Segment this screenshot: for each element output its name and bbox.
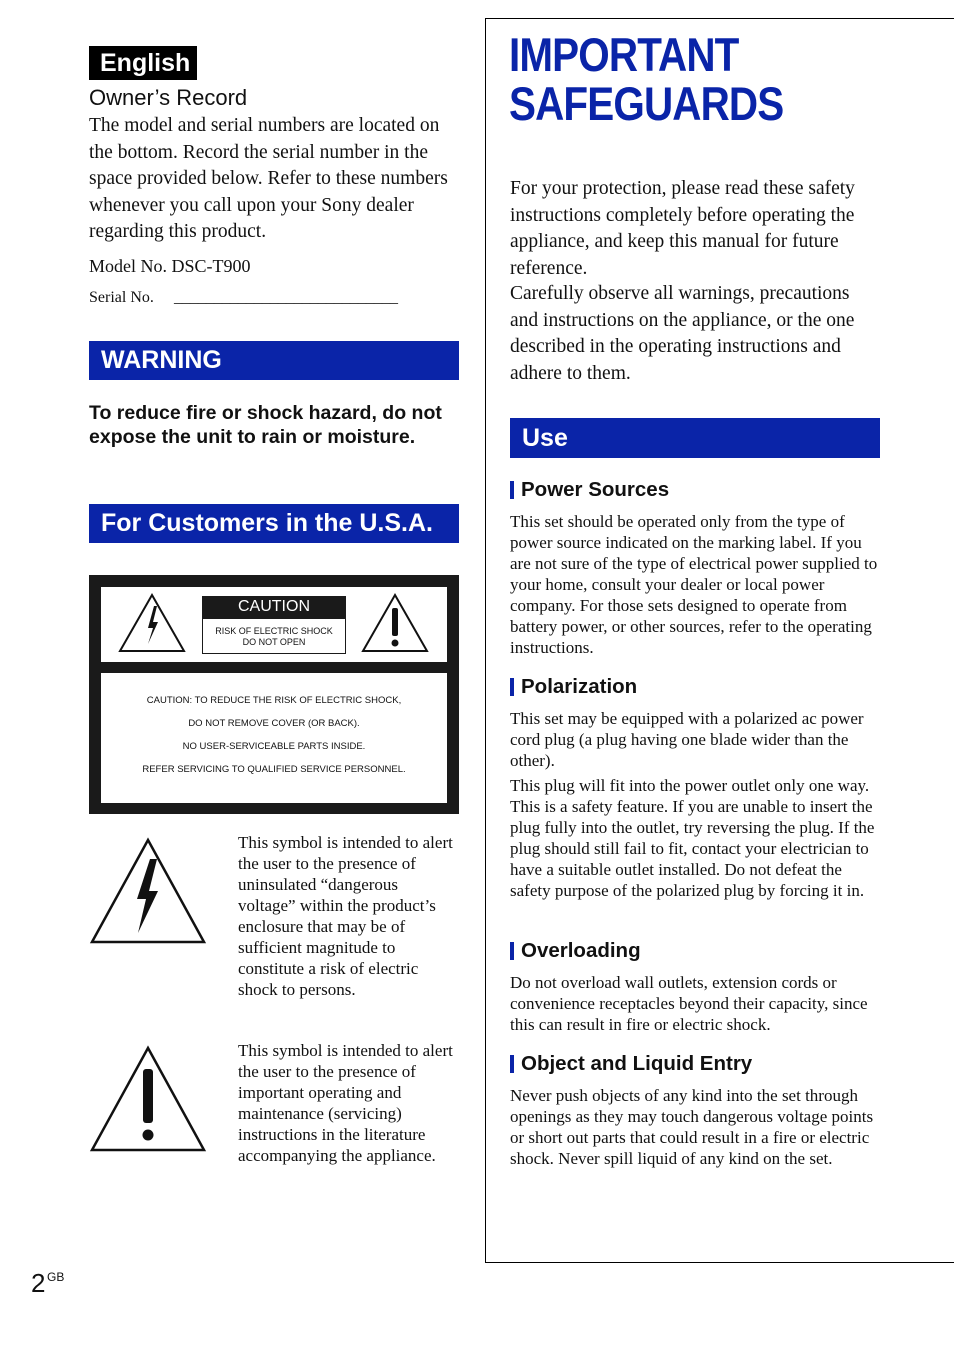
warning-text: To reduce fire or shock hazard, do not expose the unit to rain or moisture. xyxy=(89,402,442,448)
title-line-2: SAFEGUARDS xyxy=(509,77,784,130)
caution-heading: CAUTION xyxy=(202,596,346,618)
safeguards-title xyxy=(509,30,783,128)
owners-record-body: The model and serial numbers are located on the bottom. Record the serial number in the space provided below. Refer to these numbers whenever you call upon your Sony dealer regarding this product. xyxy=(89,115,448,242)
use-title: Use xyxy=(522,423,568,452)
usa-title: For Customers in the U.S.A. xyxy=(101,509,433,537)
section-title: Power Sources xyxy=(521,478,670,501)
intro-paragraph-1: For your protection, please read these safety instructions completely before operating the appliance, and keep this manual for future reference. xyxy=(510,178,855,279)
title-line-1: IMPORTANT xyxy=(509,28,739,81)
section-marker xyxy=(510,1055,514,1073)
page-number: 2 xyxy=(31,1268,46,1298)
caution-sub-line1: RISK OF ELECTRIC SHOCK xyxy=(215,626,333,636)
object-liquid-text: Never push objects of any kind into the set through openings as they may touch dangerous voltage points or short out parts that could result in a fire or electric shock. Never spill liquid of any kind on the set. xyxy=(510,1086,874,1168)
section-marker xyxy=(510,678,514,696)
serial-label: Serial No. xyxy=(89,289,154,306)
caution-line-3: NO USER-SERVICEABLE PARTS INSIDE. xyxy=(182,741,366,752)
intro-paragraph-2: Carefully observe all warnings, precautions and instructions on the appliance, or the one described in the operating instructions and adhere to them. xyxy=(510,283,855,384)
exclamation-symbol-icon xyxy=(89,1045,207,1153)
caution-line-2: DO NOT REMOVE COVER (OR BACK). xyxy=(188,718,360,729)
lightning-triangle-icon xyxy=(118,592,186,654)
warning-bar xyxy=(89,341,459,380)
section-title: Object and Liquid Entry xyxy=(521,1052,753,1075)
section-head-polarization xyxy=(510,675,637,699)
lightning-symbol-text: This symbol is intended to alert the user to the presence of uninsulated “dangerous voltage” within the product’s enclosure that may be of sufficient magnitude to constitute a risk of electric shock to persons. xyxy=(238,833,453,999)
warning-title: WARNING xyxy=(101,346,222,374)
power-text: This set should be operated only from the type of power source indicated on the marking label. If you are not sure of the type of electrical power supplied to your home, consult your dealer or local power company. For those sets designed to operate from battery power, or other sources, refer to the operating instructions. xyxy=(510,512,878,657)
section-title: Polarization xyxy=(521,675,638,698)
owners-record-title: Owner’s Record xyxy=(89,85,248,110)
serial-blank: ____________________________ xyxy=(174,289,398,306)
caution-sub-line2: DO NOT OPEN xyxy=(242,637,306,647)
model-number: Model No. DSC-T900 xyxy=(89,256,251,276)
polarization-text-1: This set may be equipped with a polarized ac power cord plug (a plug having one blade wider than the other). xyxy=(510,709,864,770)
section-marker xyxy=(510,481,514,499)
exclamation-symbol-text: This symbol is intended to alert the user to the presence of important operating and maintenance (servicing) instructions in the literature accompanying the appliance. xyxy=(238,1041,453,1165)
polarization-text-2: This plug will fit into the power outlet only one way. This is a safety feature. If you are unable to insert the plug fully into the outlet, try reversing the plug. If the plug should still fail to fit, contact your electrician to have a suitable outlet installed. Do not defeat the safety purpose of the polarized plug by forcing it in. xyxy=(510,776,875,900)
caution-line-1: CAUTION: TO REDUCE THE RISK OF ELECTRIC SHOCK, xyxy=(146,695,402,706)
use-bar xyxy=(510,418,880,458)
lightning-symbol-icon xyxy=(89,837,207,945)
caution-line-4: REFER SERVICING TO QUALIFIED SERVICE PERSONNEL. xyxy=(142,764,406,775)
section-marker xyxy=(510,942,514,960)
section-head-overloading xyxy=(510,939,641,963)
caution-subbox xyxy=(202,618,346,654)
overloading-text: Do not overload wall outlets, extension cords or convenience receptacles beyond their capacity, since this can result in fire or electric shock. xyxy=(510,973,868,1034)
caution-bottom-panel xyxy=(101,673,447,803)
section-head-power xyxy=(510,478,669,502)
section-head-object-liquid xyxy=(510,1052,752,1076)
exclamation-triangle-icon xyxy=(361,592,429,654)
page-suffix: GB xyxy=(47,1270,65,1284)
section-title: Overloading xyxy=(521,939,641,962)
language-tab: English xyxy=(89,46,197,80)
usa-bar xyxy=(89,504,459,543)
